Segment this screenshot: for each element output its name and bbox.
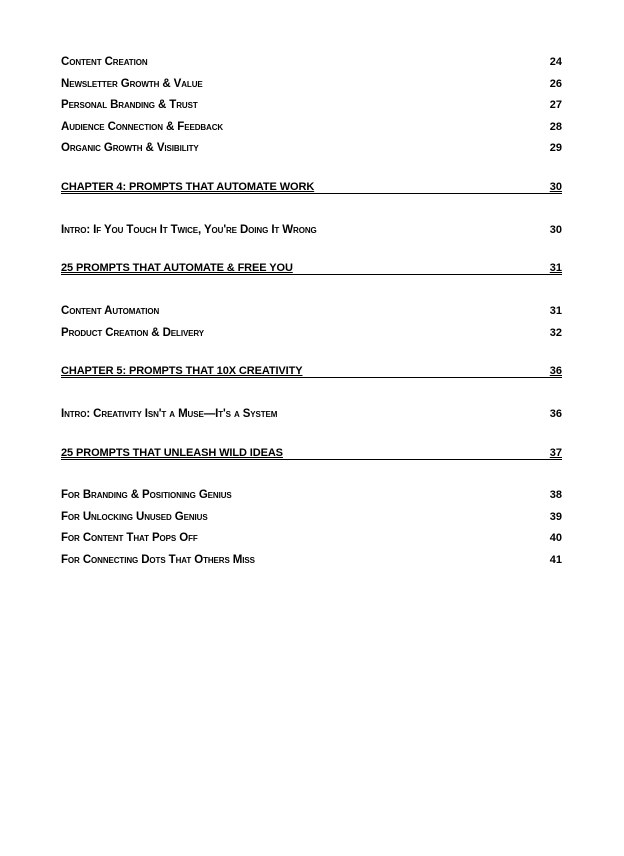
toc-entry-product-creation[interactable] — [61, 323, 562, 339]
toc-entry-newsletter-growth[interactable] — [61, 74, 562, 90]
toc-entry-label: Personal Branding & Trust — [61, 99, 198, 111]
toc-entry-label: Audience Connection & Feedback — [61, 121, 224, 133]
toc-section-page: 31 — [549, 262, 562, 274]
toc-entry-branding-positioning[interactable] — [61, 485, 562, 501]
toc-entry-content-automation[interactable] — [61, 301, 562, 317]
toc-entry-page: 36 — [549, 408, 562, 420]
toc-entry-label: For Unlocking Unused Genius — [61, 511, 208, 523]
toc-entry-page: 32 — [549, 327, 562, 339]
toc-section-prompts-wild-ideas[interactable] — [61, 445, 562, 460]
toc-entry-page: 29 — [549, 142, 562, 154]
toc-section-page: 37 — [549, 447, 562, 459]
toc-section-label: 25 PROMPTS THAT AUTOMATE & FREE YOU — [61, 262, 293, 274]
toc-entry-audience-connection[interactable] — [61, 117, 562, 133]
toc-entry-page: 28 — [549, 121, 562, 133]
toc-entry-intro-creativity[interactable] — [61, 404, 562, 420]
toc-entry-label: Newsletter Growth & Value — [61, 78, 203, 90]
toc-chapter-5[interactable] — [61, 363, 562, 378]
toc-entry-page: 31 — [549, 305, 562, 317]
toc-entry-page: 41 — [549, 554, 562, 566]
toc-entry-label: For Connecting Dots That Others Miss — [61, 554, 255, 566]
toc-entry-label: Content Creation — [61, 56, 148, 68]
toc-entry-page: 40 — [549, 532, 562, 544]
toc-entry-page: 26 — [549, 78, 562, 90]
toc-section-prompts-automate[interactable] — [61, 260, 562, 275]
toc-entry-label: Intro: If You Touch It Twice, You're Doing It Wrong — [61, 224, 317, 236]
toc-entry-page: 27 — [549, 99, 562, 111]
toc-entry-organic-growth[interactable] — [61, 138, 562, 154]
toc-entry-label: Product Creation & Delivery — [61, 327, 205, 339]
toc-entry-page: 24 — [549, 56, 562, 68]
toc-entry-connecting-dots[interactable] — [61, 550, 562, 566]
toc-chapter-4[interactable] — [61, 179, 562, 194]
toc-chapter-label: CHAPTER 5: PROMPTS THAT 10X CREATIVITY — [61, 365, 303, 377]
toc-section-label: 25 PROMPTS THAT UNLEASH WILD IDEAS — [61, 447, 283, 459]
toc-entry-page: 30 — [549, 224, 562, 236]
toc-chapter-page: 36 — [549, 365, 562, 377]
toc-entry-page: 38 — [549, 489, 562, 501]
toc-entry-label: Organic Growth & Visibility — [61, 142, 199, 154]
toc-entry-unused-genius[interactable] — [61, 507, 562, 523]
toc-entry-label: For Content That Pops Off — [61, 532, 198, 544]
toc-entry-label: Intro: Creativity Isn't a Muse—It's a System — [61, 408, 278, 420]
toc-entry-intro-touch-twice[interactable] — [61, 220, 562, 236]
toc-chapter-label: CHAPTER 4: PROMPTS THAT AUTOMATE WORK — [61, 181, 315, 193]
toc-entry-content-creation[interactable] — [61, 52, 562, 68]
toc-entry-label: Content Automation — [61, 305, 160, 317]
toc-chapter-page: 30 — [549, 181, 562, 193]
toc-entry-page: 39 — [549, 511, 562, 523]
toc-entry-label: For Branding & Positioning Genius — [61, 489, 232, 501]
toc-entry-personal-branding[interactable] — [61, 95, 562, 111]
toc-entry-content-pops[interactable] — [61, 528, 562, 544]
